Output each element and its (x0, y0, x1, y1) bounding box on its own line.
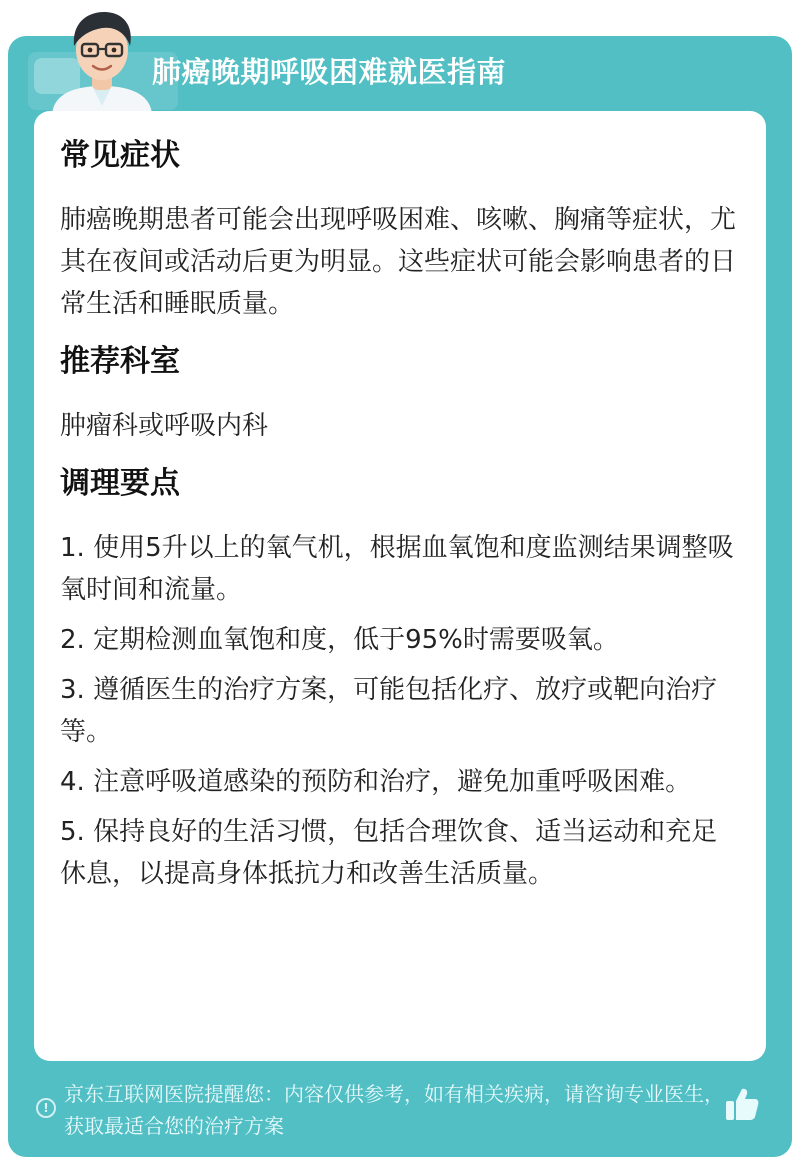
section-title-care-points: 调理要点 (60, 466, 180, 501)
section-title-department: 推荐科室 (60, 344, 180, 379)
thumbs-up-icon[interactable] (722, 1084, 762, 1124)
info-icon: ! (36, 1098, 56, 1118)
care-point-item: 2. 定期检测血氧饱和度，低于95%时需要吸氧。 (60, 625, 619, 655)
page-title: 肺癌晚期呼吸困难就医指南 (152, 55, 507, 89)
content-card (34, 111, 766, 1061)
section-title-symptoms: 常见症状 (60, 138, 180, 173)
symptoms-text: 肺癌晚期患者可能会出现呼吸困难、咳嗽、胸痛等症状，尤其在夜间或活动后更为明显。这些症状可能会影响患者的日常生活和睡眠质量。 (60, 205, 737, 319)
care-point-item: 5. 保持良好的生活习惯，包括合理饮食、适当运动和充足休息，以提高身体抵抗力和改善生活质量。 (60, 817, 718, 889)
department-text: 肿瘤科或呼吸内科 (60, 411, 269, 441)
disclaimer-text: 京东互联网医院提醒您：内容仅供参考，如有相关疾病，请咨询专业医生，获取最适合您的治疗方案 (64, 1082, 724, 1138)
care-point-item: 4. 注意呼吸道感染的预防和治疗，避免加重呼吸困难。 (60, 767, 692, 797)
doctor-avatar (44, 2, 160, 114)
care-point-item: 3. 遵循医生的治疗方案，可能包括化疗、放疗或靶向治疗等。 (60, 675, 718, 747)
care-point-item: 1. 使用5升以上的氧气机，根据血氧饱和度监测结果调整吸氧时间和流量。 (60, 533, 734, 605)
